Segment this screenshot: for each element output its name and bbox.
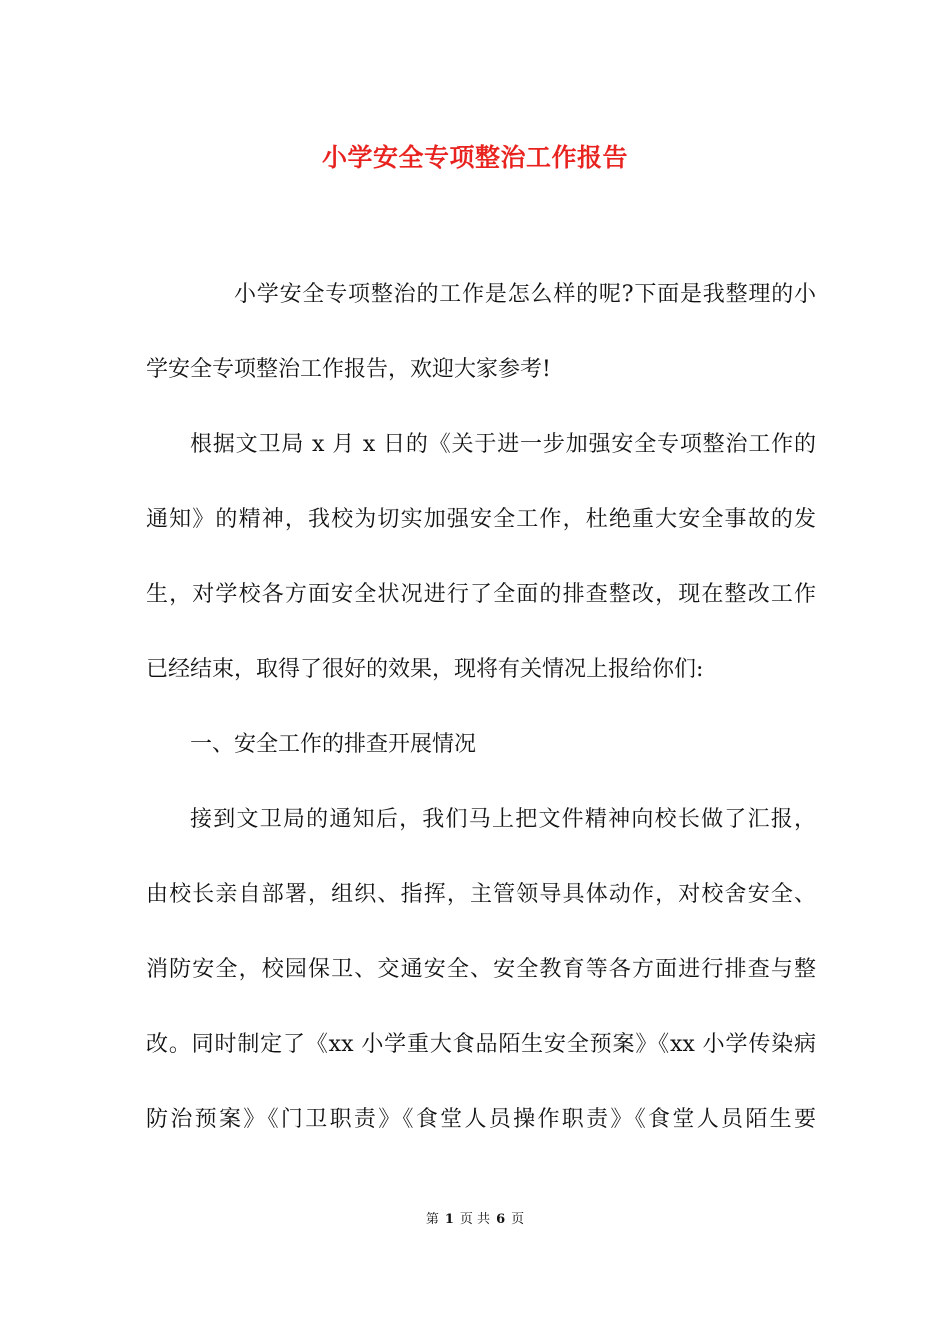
paragraph-line: 通知》的精神，我校为切实加强安全工作，杜绝重大安全事故的发 [146, 507, 816, 532]
footer-total-pages: 6 [496, 1212, 506, 1227]
footer-page-number: 1 [444, 1212, 454, 1227]
paragraph-line: 接到文卫局的通知后，我们马上把文件精神向校长做了汇报， [190, 807, 816, 832]
footer-suffix: 页 [511, 1212, 525, 1227]
document-title: 小学安全专项整治工作报告 [321, 143, 628, 172]
paragraph-line: 学安全专项整治工作报告，欢迎大家参考! [146, 357, 551, 382]
paragraph-line: 生，对学校各方面安全状况进行了全面的排查整改，现在整改工作 [146, 582, 816, 607]
paragraph-line: 已经结束，取得了很好的效果，现将有关情况上报给你们: [146, 657, 704, 682]
page-footer [0, 1208, 950, 1227]
paragraph-line: 小学安全专项整治的工作是怎么样的呢?下面是我整理的小 [234, 282, 816, 307]
paragraph-line: 防治预案》《门卫职责》《食堂人员操作职责》《食堂人员陌生要 [146, 1107, 816, 1132]
footer-middle: 页 共 [459, 1212, 491, 1227]
paragraph-line: 根据文卫局 x 月 x 日的《关于进一步加强安全专项整治工作的 [190, 432, 816, 457]
paragraph-line: 改。同时制定了《xx 小学重大食品陌生安全预案》《xx 小学传染病 [146, 1032, 816, 1057]
paragraph-line: 由校长亲自部署，组织、指挥，主管领导具体动作，对校舍安全、 [146, 882, 816, 907]
footer-prefix: 第 [425, 1212, 439, 1227]
paragraph-line: 消防安全，校园保卫、交通安全、安全教育等各方面进行排查与整 [146, 957, 816, 982]
section-heading: 一、安全工作的排查开展情况 [190, 732, 477, 757]
